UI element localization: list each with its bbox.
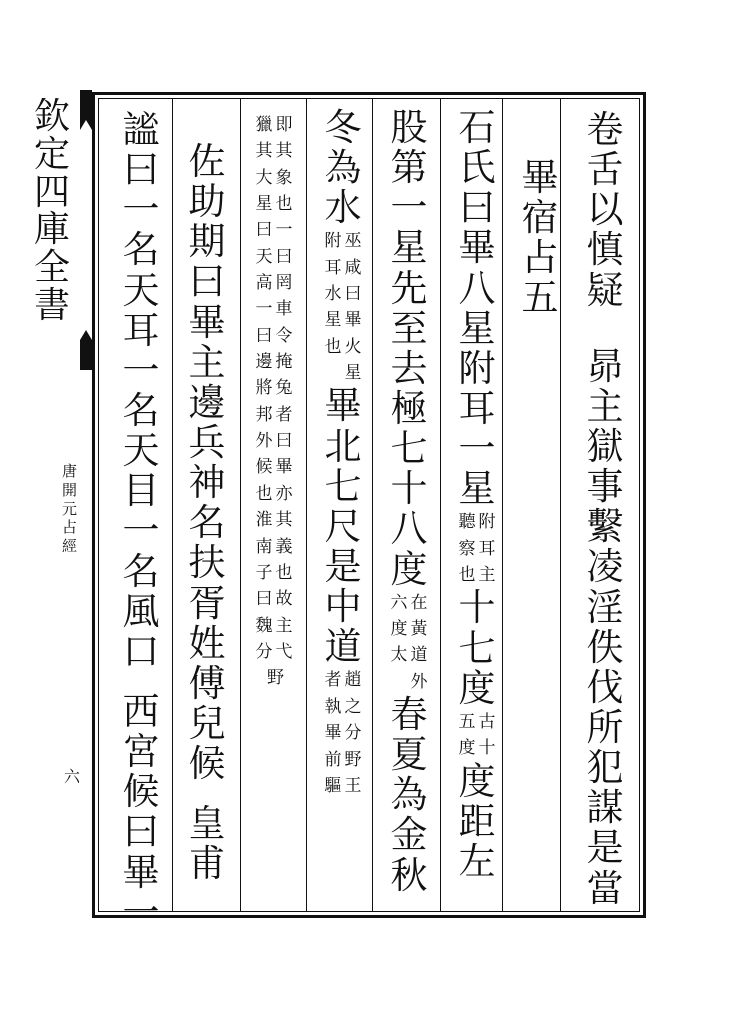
note-line: 古 十 xyxy=(478,711,496,759)
interlinear-note xyxy=(325,228,362,386)
main-text: 畢 宿 占 五 xyxy=(521,156,559,320)
book-title-vertical: 欽 定 四 庫 全 書 xyxy=(33,98,70,326)
interlinear-note xyxy=(459,509,496,588)
main-text: 佐 助 期 曰 畢 主 邊 兵 神 名 扶 胥 姓 傅 兒 候 xyxy=(188,140,226,786)
interlinear-note xyxy=(391,590,428,695)
text-column-7 xyxy=(178,112,236,885)
main-text: 冬 為 水 xyxy=(324,106,362,230)
note-line: 在 黃 道 外 xyxy=(410,592,428,692)
interlinear-note xyxy=(459,709,496,762)
main-text: 石 氏 曰 畢 八 星 附 耳 一 星 xyxy=(458,106,496,511)
note-line: 六 度 太 xyxy=(390,592,408,666)
column-rule xyxy=(440,98,441,912)
note-line: 附 耳 水 星 也 xyxy=(324,231,342,357)
note-line: 聽 察 也 xyxy=(458,512,476,586)
note-line: 獵 其 大 星 曰 天 高 一 曰 邊 將 邦 外 候 也 淮 南 子 曰 魏 分 xyxy=(255,115,273,662)
text-column-6-annotation xyxy=(244,112,304,692)
main-text: 皇 甫 xyxy=(188,802,226,886)
text-column-1 xyxy=(580,110,630,909)
main-text: 度 距 左 xyxy=(458,759,496,883)
page-number: 六 xyxy=(64,767,81,786)
note-line: 巫 咸 曰 畢 火 星 xyxy=(344,231,362,384)
main-text: 西 宮 候 曰 畢 一 xyxy=(122,689,160,934)
text-column-5 xyxy=(314,108,372,799)
text-column-8 xyxy=(112,110,170,933)
note-line: 者 執 畢 前 驅 xyxy=(324,670,342,796)
column-rule xyxy=(240,98,241,912)
book-name-vertical: 唐 開 元 占 經 xyxy=(62,462,78,555)
text-column-3 xyxy=(448,108,506,882)
interlinear-note xyxy=(264,665,284,691)
interlinear-note xyxy=(256,112,293,665)
column-rule xyxy=(372,98,373,912)
note-line: 附 耳 主 xyxy=(478,512,496,586)
note-line: 趙 之 分 野 王 xyxy=(344,670,362,796)
note-line: 野 xyxy=(267,668,284,689)
main-text: 謐 曰 一 名 天 耳 一 名 天 目 一 名 風 口 xyxy=(122,108,160,673)
column-rule xyxy=(306,98,307,912)
note-line: 即 其 象 也 一 曰 罔 車 令 掩 兔 者 曰 畢 亦 其 義 也 故 主 弋 xyxy=(275,115,293,662)
main-text: 股 第 一 星 先 至 去 極 七 十 八 度 xyxy=(390,106,428,591)
main-text: 畢 北 七 尺 是 中 道 xyxy=(324,384,362,669)
main-text: 昴 主 獄 事 繫 凌 淫 佚 伐 所 犯 謀 是 當 xyxy=(586,344,624,910)
fishtail-mark-icon xyxy=(80,90,92,370)
column-rule xyxy=(172,98,173,912)
text-column-2 xyxy=(515,110,565,319)
interlinear-note xyxy=(325,667,362,799)
text-column-4 xyxy=(380,108,438,896)
main-text: 春 夏 為 金 秋 xyxy=(390,693,428,897)
note-line: 五 度 xyxy=(458,711,476,759)
main-text: 卷 舌 以 慎 疑 xyxy=(586,108,624,312)
main-text: 十 七 度 xyxy=(458,586,496,710)
